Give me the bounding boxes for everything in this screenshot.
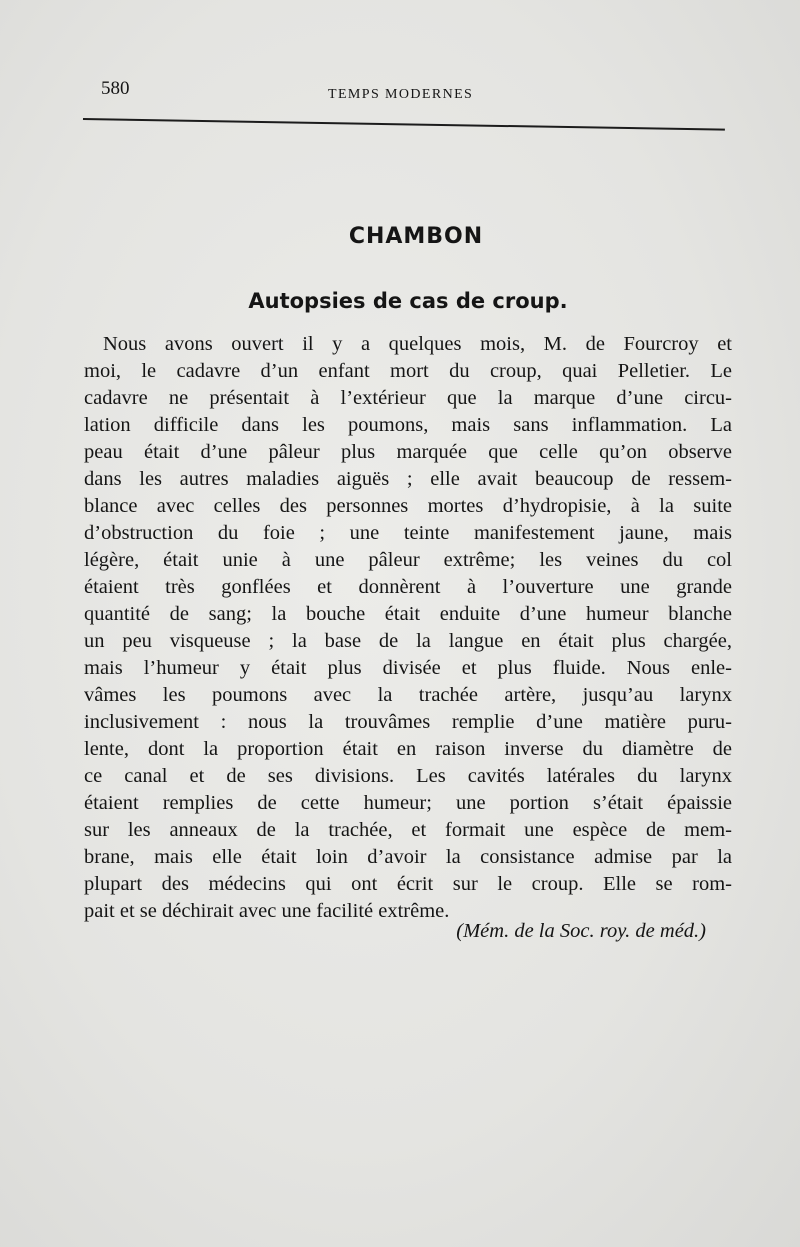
text-line: vâmes les poumons avec la trachée artère, jusqu’au larynx bbox=[84, 684, 732, 706]
page-number: 580 bbox=[101, 78, 130, 99]
running-title: TEMPS MODERNES bbox=[328, 87, 474, 102]
body-paragraph bbox=[84, 331, 732, 925]
text-line: lation difficile dans les poumons, mais sans inflammation. La bbox=[84, 414, 732, 436]
text-line: inclusivement : nous la trouvâmes remplie d’une matière puru- bbox=[84, 711, 732, 733]
text-line: lente, dont la proportion était en raison inverse du diamètre de bbox=[84, 738, 732, 760]
text-line: plupart des médecins qui ont écrit sur le croup. Elle se rom- bbox=[84, 873, 732, 895]
text-line-last: pait et se déchirait avec une facilité extrême. bbox=[84, 900, 450, 922]
text-line: d’obstruction du foie ; une teinte manifestement jaune, mais bbox=[84, 522, 732, 544]
text-line: étaient remplies de cette humeur; une portion s’était épaissie bbox=[84, 792, 732, 814]
citation: (Mém. de la Soc. roy. de méd.) bbox=[456, 920, 706, 942]
text-line: mais l’humeur y était plus divisée et plus fluide. Nous enle- bbox=[84, 657, 732, 679]
author-heading: CHAMBON bbox=[348, 224, 484, 249]
text-line: quantité de sang; la bouche était enduite d’une humeur blanche bbox=[84, 603, 732, 625]
text-line: légère, était unie à une pâleur extrême; les veines du col bbox=[84, 549, 732, 571]
text-line: moi, le cadavre d’un enfant mort du croup, quai Pelletier. Le bbox=[84, 360, 732, 382]
text-line: ce canal et de ses divisions. Les cavités latérales du larynx bbox=[84, 765, 732, 787]
text-line: sur les anneaux de la trachée, et formait une espèce de mem- bbox=[84, 819, 732, 841]
text-line: dans les autres maladies aiguës ; elle avait beaucoup de ressem- bbox=[84, 468, 732, 490]
article-title: Autopsies de cas de croup. bbox=[248, 289, 568, 313]
text-line: un peu visqueuse ; la base de la langue en était plus chargée, bbox=[84, 630, 732, 652]
text-line: peau était d’une pâleur plus marquée que celle qu’on observe bbox=[84, 441, 732, 463]
text-line: étaient très gonflées et donnèrent à l’ouverture une grande bbox=[84, 576, 732, 598]
text-line: brane, mais elle était loin d’avoir la consistance admise par la bbox=[84, 846, 732, 868]
text-line: cadavre ne présentait à l’extérieur que la marque d’une circu- bbox=[84, 387, 732, 409]
header-rule bbox=[83, 118, 725, 131]
text-line: blance avec celles des personnes mortes d’hydropisie, à la suite bbox=[84, 495, 732, 517]
text-line: Nous avons ouvert il y a quelques mois, M. de Fourcroy et bbox=[103, 333, 732, 355]
